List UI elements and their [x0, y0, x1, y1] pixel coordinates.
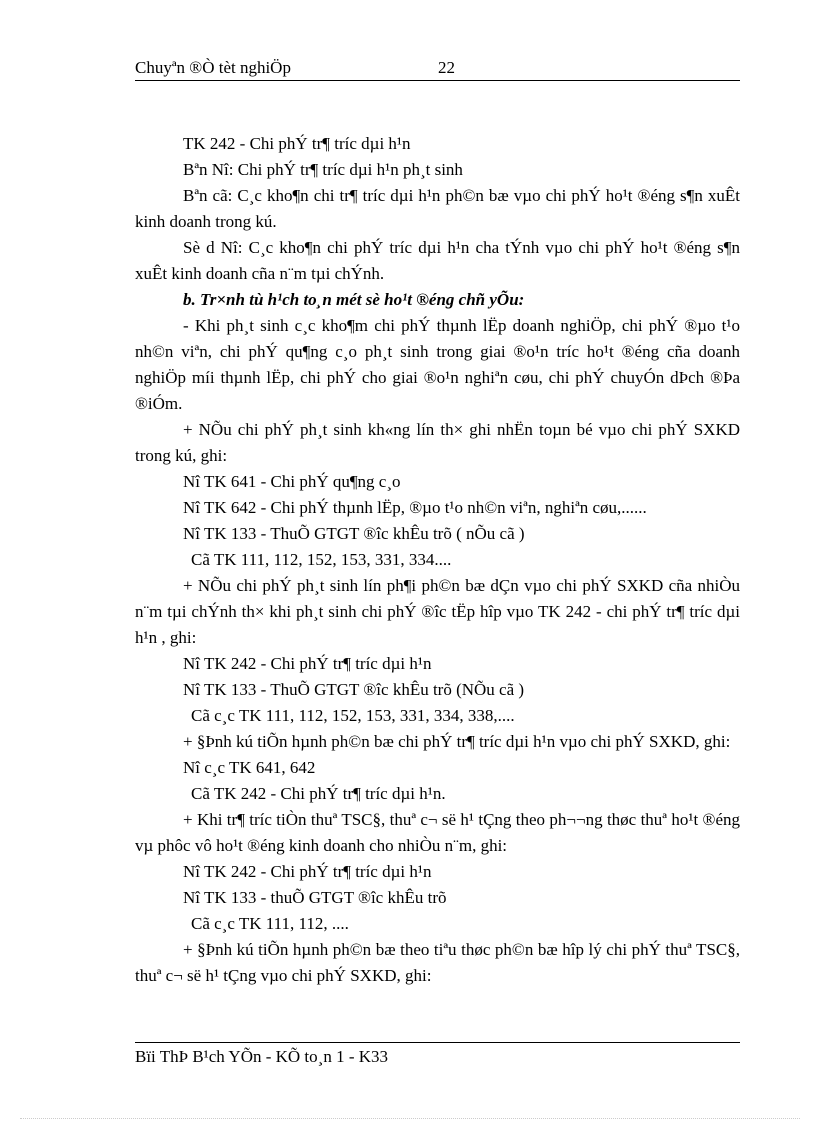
paragraph: TK 242 - Chi phÝ tr¶ tríc dµi h¹n: [183, 134, 411, 153]
journal-entry: Nî TK 133 - ThuÕ GTGT ®îc khÊu trõ (NÕu cã ): [183, 680, 525, 699]
journal-entry: Nî TK 242 - Chi phÝ tr¶ tríc dµi h¹n: [183, 654, 432, 673]
page-bottom-divider: [20, 1118, 800, 1119]
paragraph: + Khi tr¶ tríc tiÒn thuª TSC§, thuª c¬ së h¹ tÇng theo ph¬¬ng thøc thuª ho¹t ®éng vµ phôc vô ho¹t ®éng kinh doanh cho nhiÒu n¨m, ghi:: [135, 810, 740, 855]
journal-entry: Nî TK 242 - Chi phÝ tr¶ tríc dµi h¹n: [183, 862, 432, 881]
page-number: 22: [438, 58, 455, 77]
page-footer: [135, 1042, 740, 1067]
page-header: [135, 58, 740, 81]
paragraph: Sè d Nî: C¸c kho¶n chi phÝ tríc dµi h¹n cha tÝnh vµo chi phÝ ho¹t ®éng s¶n xuÊt kinh doanh cña n¨m tµi chÝnh.: [135, 238, 740, 283]
paragraph: + §Þnh kú tiÕn hµnh ph©n bæ theo tiªu thøc ph©n bæ hîp lý chi phÝ thuª TSC§, thuª c¬ së h¹ tÇng vµo chi phÝ SXKD, ghi:: [135, 940, 740, 985]
paragraph: Bªn cã: C¸c kho¶n chi tr¶ tríc dµi h¹n ph©n bæ vµo chi phÝ ho¹t ®éng s¶n xuÊt kinh doanh trong kú.: [135, 186, 740, 231]
journal-entry: Cã TK 111, 112, 152, 153, 331, 334....: [191, 550, 452, 569]
journal-entry: Nî TK 133 - thuÕ GTGT ®îc khÊu trõ: [183, 888, 447, 907]
paragraph: - Khi ph¸t sinh c¸c kho¶m chi phÝ thµnh lËp doanh nghiÖp, chi phÝ ®µo t¹o nh©n viªn, chi phÝ qu¶ng c¸o ph¸t sinh trong giai ®o¹n tríc ho¹t ®éng cña doanh nghiÖp míi thµnh lËp, chi phÝ cho giai ®o¹n nghiªn cøu, chi phÝ chuyÓn dÞch ®Þa ®iÓm.: [135, 316, 740, 413]
journal-entry: Cã c¸c TK 111, 112, ....: [191, 914, 349, 933]
section-heading: b. Tr×nh tù h¹ch to¸n mét sè ho¹t ®éng chñ yÕu:: [183, 290, 525, 309]
document-title: Chuyªn ®Ò tèt nghiÖp: [135, 58, 291, 77]
paragraph: + NÕu chi phÝ ph¸t sinh lín ph¶i ph©n bæ dÇn vµo chi phÝ SXKD cña nhiÒu n¨m tµi chÝnh th× khi ph¸t sinh chi phÝ ®îc tËp hîp vµo TK 242 - chi phÝ tr¶ tríc dµi h¹n , ghi:: [135, 576, 740, 647]
paragraph: + NÕu chi phÝ ph¸t sinh kh«ng lín th× ghi nhËn toµn bé vµo chi phÝ SXKD trong kú, ghi:: [135, 420, 740, 465]
journal-entry: Nî c¸c TK 641, 642: [183, 758, 316, 777]
journal-entry: Cã c¸c TK 111, 112, 152, 153, 331, 334, 338,....: [191, 706, 515, 725]
journal-entry: Cã TK 242 - Chi phÝ tr¶ tríc dµi h¹n.: [191, 784, 446, 803]
journal-entry: Nî TK 641 - Chi phÝ qu¶ng c¸o: [183, 472, 401, 491]
paragraph: + §Þnh kú tiÕn hµnh ph©n bæ chi phÝ tr¶ tríc dµi h¹n vµo chi phÝ SXKD, ghi:: [183, 732, 731, 751]
document-body: [135, 131, 740, 989]
journal-entry: Nî TK 642 - Chi phÝ thµnh lËp, ®µo t¹o nh©n viªn, nghiªn cøu,......: [183, 498, 647, 517]
paragraph: Bªn Nî: Chi phÝ tr¶ tríc dµi h¹n ph¸t sinh: [183, 160, 463, 179]
journal-entry: Nî TK 133 - ThuÕ GTGT ®îc khÊu trõ ( nÕu cã ): [183, 524, 525, 543]
footer-author: Bïi ThÞ B¹ch YÕn - KÕ to¸n 1 - K33: [135, 1047, 389, 1066]
